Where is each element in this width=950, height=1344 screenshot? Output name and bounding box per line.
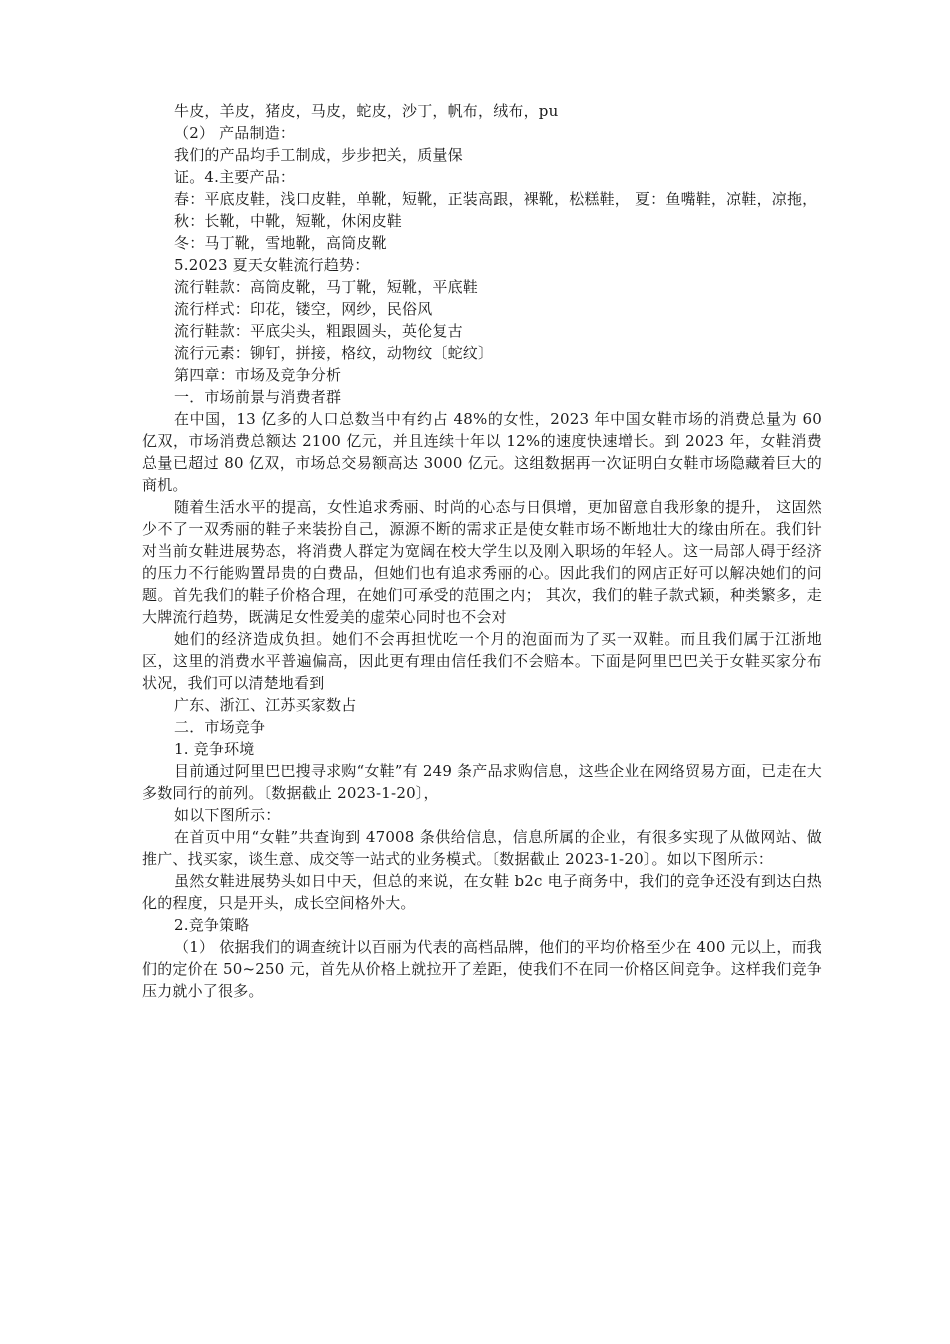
paragraph-trend-styles: 流行鞋款：高筒皮靴，马丁靴，短靴，平底鞋 (174, 278, 479, 296)
document-body (142, 100, 822, 1002)
paragraph-materials: 牛皮，羊皮，猪皮，马皮，蛇皮，沙丁，帆布，绒布，pu (174, 102, 559, 120)
paragraph-growth-space: 虽然女鞋进展势头如日中天，但总的来说，在女鞋 b2c 电子商务中，我们的竞争还没有到达白热化的程度，只是开头，成长空间格外大。 (142, 872, 822, 912)
section-heading-market: 一．市场前景与消费者群 (174, 388, 342, 406)
paragraph-trend-elements: 流行元素：铆钉，拼接，格纹，动物纹〔蛇纹〕 (174, 344, 494, 362)
paragraph-buyer-regions: 广东、浙江、江苏买家数占 (174, 696, 357, 714)
paragraph-trends-heading: 5.2023 夏天女鞋流行趋势： (174, 256, 370, 274)
paragraph-trend-patterns: 流行样式：印花，镂空，网纱，民俗风 (174, 300, 433, 318)
paragraph-supply-info: 在首页中用“女鞋”共查询到 47008 条供给信息，信息所属的企业，有很多实现了从做网站、做推广、找买家，谈生意、成交等一站式的业务模式。〔数据截止 2023-1-20〕。如以下图所示： (142, 828, 822, 868)
paragraph-figure-ref-1: 如以下图所示： (174, 806, 281, 824)
paragraph-market-stats: 在中国，13 亿多的人口总数当中有约占 48%的女性，2023 年中国女鞋市场的消费总量为 60 亿双，市场消费总额达 2100 亿元，并且连续十年以 12%的速度快速增长。到 2023 年，女鞋消费总量已超过 80 亿双，市场总交易额高达 3000 亿元。这组数据再一次证明白女鞋市场隐藏着巨大的商机。 (142, 410, 822, 494)
paragraph-purchase-info: 目前通过阿里巴巴搜寻求购“女鞋”有 249 条产品求购信息，这些企业在网络贸易方面，已走在大多数同行的前列。〔数据截止 2023-1-20〕， (142, 762, 822, 802)
paragraph-trend-shapes: 流行鞋款：平底尖头，粗跟圆头，英伦复古 (174, 322, 463, 340)
paragraph-consumer-analysis: 随着生活水平的提高，女性追求秀丽、时尚的心态与日俱增，更加留意自我形象的提升， 这固然少不了一双秀丽的鞋子来装扮自己，源源不断的需求正是使女鞋市场不断地壮大的缘由所在。我们针对当前女鞋进展势态，将消费人群定为宽阔在校大学生以及刚入职场的年轻人。这一局部人碍于经济的压力不行能购置昂贵的白费品，但她们也有追求秀丽的心。因此我们的网店正好可以解决她们的问题。首先我们的鞋子价格合理，在她们可承受的范围之内； 其次，我们的鞋子款式颖，种类繁多，走大牌流行趋势，既满足女性爱美的虚荣心同时也不会对 (142, 498, 822, 626)
paragraph-manufacturing: 我们的产品均手工制成，步步把关，质量保 (174, 146, 463, 164)
paragraph-main-products-heading: 证。4.主要产品： (174, 168, 296, 186)
paragraph-economic-burden: 她们的经济造成负担。她们不会再担忧吃一个月的泡面而为了买一双鞋。而且我们属于江浙地区，这里的消费水平普遍偏高，因此更有理由信任我们不会赔本。下面是阿里巴巴关于女鞋买家分布状况，我们可以清楚地看到 (142, 630, 822, 692)
paragraph-pricing-strategy: （1） 依据我们的调查统计以百丽为代表的高档品牌，他们的平均价格至少在 400 元以上，而我们的定价在 50~250 元，首先从价格上就拉开了差距，使我们不在同一价格区间竞争。这样我们竞争压力就小了很多。 (142, 938, 822, 1000)
paragraph-autumn: 秋：长靴，中靴，短靴，休闲皮鞋 (174, 212, 403, 230)
chapter-heading: 第四章：市场及竞争分析 (174, 366, 342, 384)
paragraph-spring-summer: 春：平底皮鞋，浅口皮鞋，单靴，短靴，正装高跟，裸靴，松糕鞋， 夏：鱼嘴鞋，凉鞋，凉拖， (174, 190, 818, 208)
paragraph-winter: 冬：马丁靴，雪地靴，高筒皮靴 (174, 234, 387, 252)
subsection-heading-environment: 1. 竞争环境 (174, 740, 255, 758)
paragraph-manufacturing-heading: （2） 产品制造： (174, 124, 296, 142)
section-heading-competition: 二．市场竞争 (174, 718, 266, 736)
subsection-heading-strategy: 2.竞争策略 (174, 916, 250, 934)
